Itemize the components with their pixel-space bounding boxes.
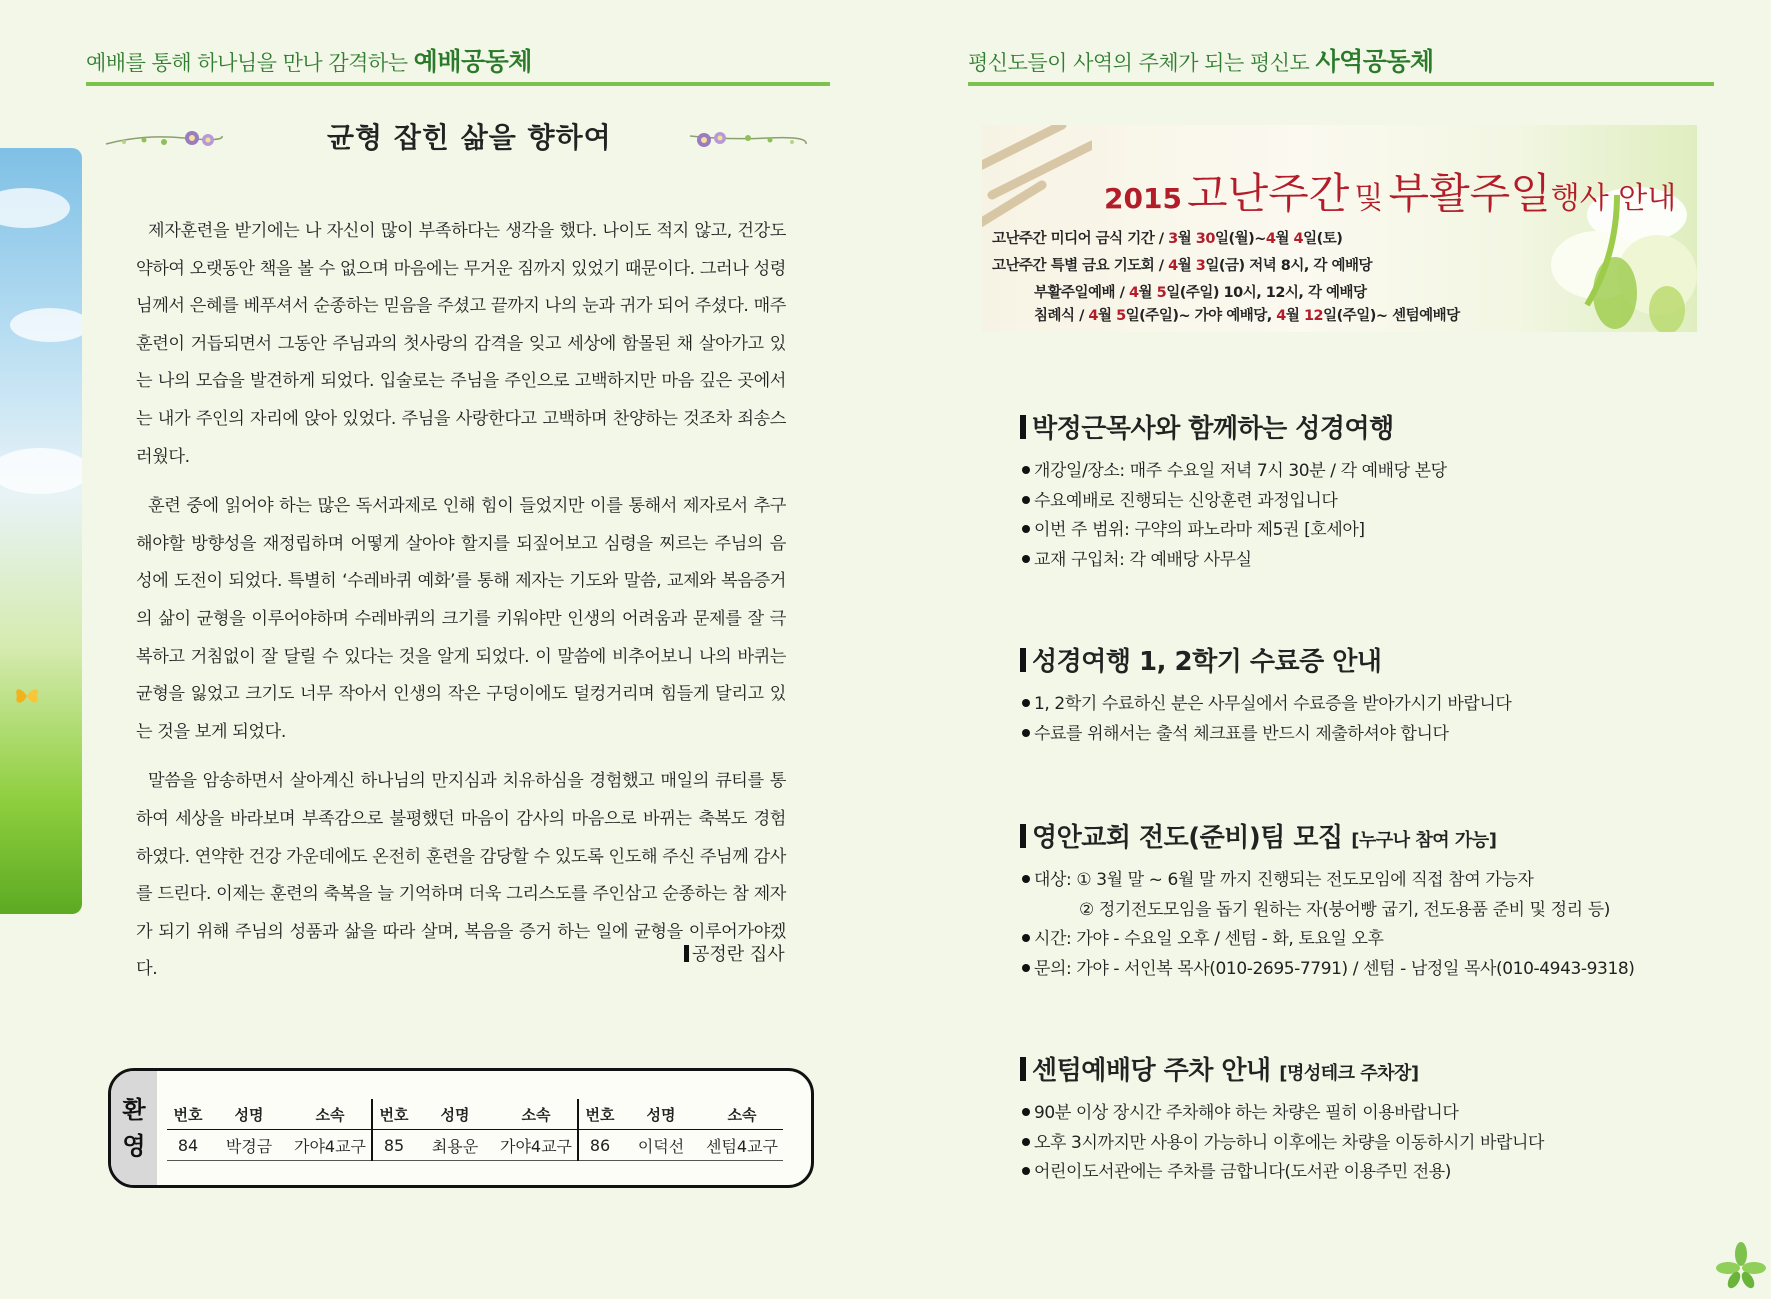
banner-line-easter-service: 부활주일예배 / 4월 5일(주일) 10시, 12시, 각 예배당	[1034, 285, 1367, 301]
welcome-box	[108, 1068, 814, 1188]
notice-bible-journey	[1020, 408, 1720, 575]
bullet-icon	[1022, 1138, 1030, 1146]
leaf-icon	[1716, 1240, 1766, 1290]
notice-certificate	[1020, 641, 1720, 749]
bullet-icon	[1022, 525, 1030, 533]
welcome-table	[167, 1099, 783, 1161]
list-item: 90분 이상 장시간 주차해야 하는 차량은 필히 이용바랍니다	[1020, 1099, 1720, 1129]
list-item: 수료를 위해서는 출석 체크표를 반드시 제출하셔야 합니다	[1020, 720, 1720, 750]
right-section-header	[968, 42, 1714, 86]
bullet-icon	[1022, 699, 1030, 707]
notice-title: 박정근목사와 함께하는 성경여행	[1020, 408, 1720, 445]
right-header-rule	[968, 82, 1714, 86]
bullet-icon	[1022, 555, 1030, 563]
flower-ornament-right-icon	[688, 124, 808, 156]
notice-title: 성경여행 1, 2학기 수료증 안내	[1020, 641, 1720, 678]
bullet-icon	[1022, 496, 1030, 504]
banner-line-baptism: 침례식 / 4월 5일(주일)~ 가야 예배당, 4월 12일(주일)~ 센텀예배당	[1034, 308, 1460, 324]
notice-list	[1020, 457, 1720, 575]
bullet-icon	[1022, 875, 1030, 883]
title-bar-icon	[1020, 1057, 1026, 1081]
left-header-rule	[86, 82, 830, 86]
bullet-icon	[1022, 1167, 1030, 1175]
right-header-text: 평신도들이 사역의 주체가 되는 평신도 사역공동체	[968, 47, 1434, 76]
welcome-table-header: 번호 성명 소속 번호 성명 소속 번호 성명 소속	[167, 1099, 783, 1130]
table-row: 84 박경금 가야4교구 85 최용운 가야4교구 86 이덕선 센텀4교구	[167, 1130, 783, 1161]
notice-parking	[1020, 1050, 1720, 1188]
left-header-emphasis: 예배공동체	[413, 47, 532, 76]
list-item: 수요예배로 진행되는 신앙훈련 과정입니다	[1020, 487, 1720, 517]
list-item: 교재 구입처: 각 예배당 사무실	[1020, 546, 1720, 576]
bullet-icon	[1022, 729, 1030, 737]
list-item: 개강일/장소: 매주 수요일 저녁 7시 30분 / 각 예배당 본당	[1020, 457, 1720, 487]
list-item: 대상: ① 3월 말 ~ 6월 말 까지 진행되는 전도모임에 직접 참여 가능자	[1020, 866, 1720, 896]
list-item: 오후 3시까지만 사용이 가능하니 이후에는 차량을 이동하시기 바랍니다	[1020, 1129, 1720, 1159]
notice-title: 센텀예배당 주차 안내 [명성테크 주차장]	[1020, 1050, 1720, 1087]
banner-line-friday-prayer: 고난주간 특별 금요 기도회 / 4월 3일(금) 저녁 8시, 각 예배당	[992, 258, 1372, 274]
title-bar-icon	[1020, 824, 1026, 848]
flower-ornament-left-icon	[104, 124, 224, 156]
welcome-label: 환 영	[111, 1071, 157, 1185]
title-bar-icon	[1020, 648, 1026, 672]
notice-list	[1020, 690, 1720, 749]
event-banner	[982, 125, 1697, 332]
list-item: 1, 2학기 수료하신 분은 사무실에서 수료증을 받아가시기 바랍니다	[1020, 690, 1720, 720]
article-paragraph-2: 훈련 중에 읽어야 하는 많은 독서과제로 인해 힘이 들었지만 이를 통해서 제자로서 추구해야할 방향성을 재정립하며 어떻게 살아야 할지를 되짚어보고 심령을 찌르는 주님의 음성에 도전이 되었다. 특별히 ‘수레바퀴 예화’를 통해 제자는 기도와 말씀, 교제와 복음증거의 삶이 균형을 이루어야하며 수레바퀴의 크기를 키워야만 인생의 어려움과 문제를 잘 극복하고 거침없이 잘 달릴 수 있다는 것을 알게 되었다. 이 말씀에 비추어보니 나의 바퀴는 균형을 잃었고 크기도 너무 작아서 인생의 작은 구덩이에도 덜컹거리며 힘들게 달리고 있는 것을 보게 되었다.	[136, 496, 786, 742]
bullet-icon	[1022, 466, 1030, 474]
bullet-icon	[1022, 1108, 1030, 1116]
butterfly-icon	[14, 684, 40, 708]
left-section-header	[86, 42, 830, 86]
notice-evangelism-team	[1020, 817, 1720, 984]
decorative-sky-strip	[0, 148, 82, 914]
article-title: 균형 잡힌 삶을 향하여	[327, 121, 612, 154]
list-item: 문의: 가야 - 서인복 목사(010-2695-7791) / 센텀 - 남정일 목사(010-4943-9318)	[1020, 955, 1720, 985]
list-item: ② 정기전도모임을 돕기 원하는 자(붕어빵 굽기, 전도용품 준비 및 정리 등)	[1079, 899, 1610, 920]
banner-line-fasting: 고난주간 미디어 금식 기간 / 3월 30일(월)~4월 4일(토)	[992, 231, 1343, 247]
author-bar-icon	[684, 945, 689, 962]
notice-title: 영안교회 전도(준비)팀 모집 [누구나 참여 가능]	[1020, 817, 1720, 854]
banner-title: 2015 고난주간 및 부활주일행사 안내	[1104, 169, 1677, 218]
bullet-icon	[1022, 964, 1030, 972]
article-author: 공정란 집사	[684, 940, 785, 966]
bullet-icon	[1022, 934, 1030, 942]
list-item: 시간: 가야 - 수요일 오후 / 센텀 - 화, 토요일 오후	[1020, 925, 1720, 955]
title-bar-icon	[1020, 415, 1026, 439]
left-header-text: 예배를 통해 하나님을 만나 감격하는 예배공동체	[86, 47, 532, 76]
list-item: 이번 주 범위: 구약의 파노라마 제5권 [호세아]	[1020, 516, 1720, 546]
right-header-emphasis: 사역공동체	[1315, 47, 1434, 76]
notice-list	[1020, 1099, 1720, 1188]
article-paragraph-1: 제자훈련을 받기에는 나 자신이 많이 부족하다는 생각을 했다. 나이도 적지 않고, 건강도 약하여 오랫동안 책을 볼 수 없으며 마음에는 무거운 짐까지 있었기 때문이다. 그러나 성령님께서 은혜를 베푸셔서 순종하는 믿음을 주셨고 끝까지 나의 눈과 귀가 되어 주셨다. 매주 훈련이 거듭되면서 그동안 주님과의 첫사랑의 감격을 잊고 세상에 함몰된 채 살아가고 있는 나의 모습을 발견하게 되었다. 입술로는 주님을 주인으로 고백하지만 마음 깊은 곳에서는 내가 주인의 자리에 앉아 있었다. 주님을 사랑한다고 고백하며 찬양하는 것조차 죄송스러웠다.	[136, 221, 786, 467]
article-paragraph-3: 말씀을 암송하면서 살아계신 하나님의 만지심과 치유하심을 경험했고 매일의 큐티를 통하여 세상을 바라보며 부족감으로 불평했던 마음이 감사의 마음으로 바뀌는 축복도 경험하였다. 연약한 건강 가운데에도 온전히 훈련을 감당할 수 있도록 인도해 주신 주님께 감사를 드린다. 이제는 훈련의 축복을 늘 기억하며 더욱 그리스도를 주인삼고 순종하는 참 제자가 되기 위해 주님의 성품과 삶을 따라 살며, 복음을 증거 하는 일에 균형을 이루어가야겠다.	[136, 771, 786, 980]
article-body	[136, 213, 786, 1001]
list-item: 어린이도서관에는 주차를 금합니다(도서관 이용주민 전용)	[1020, 1158, 1720, 1188]
notice-list	[1020, 866, 1720, 984]
